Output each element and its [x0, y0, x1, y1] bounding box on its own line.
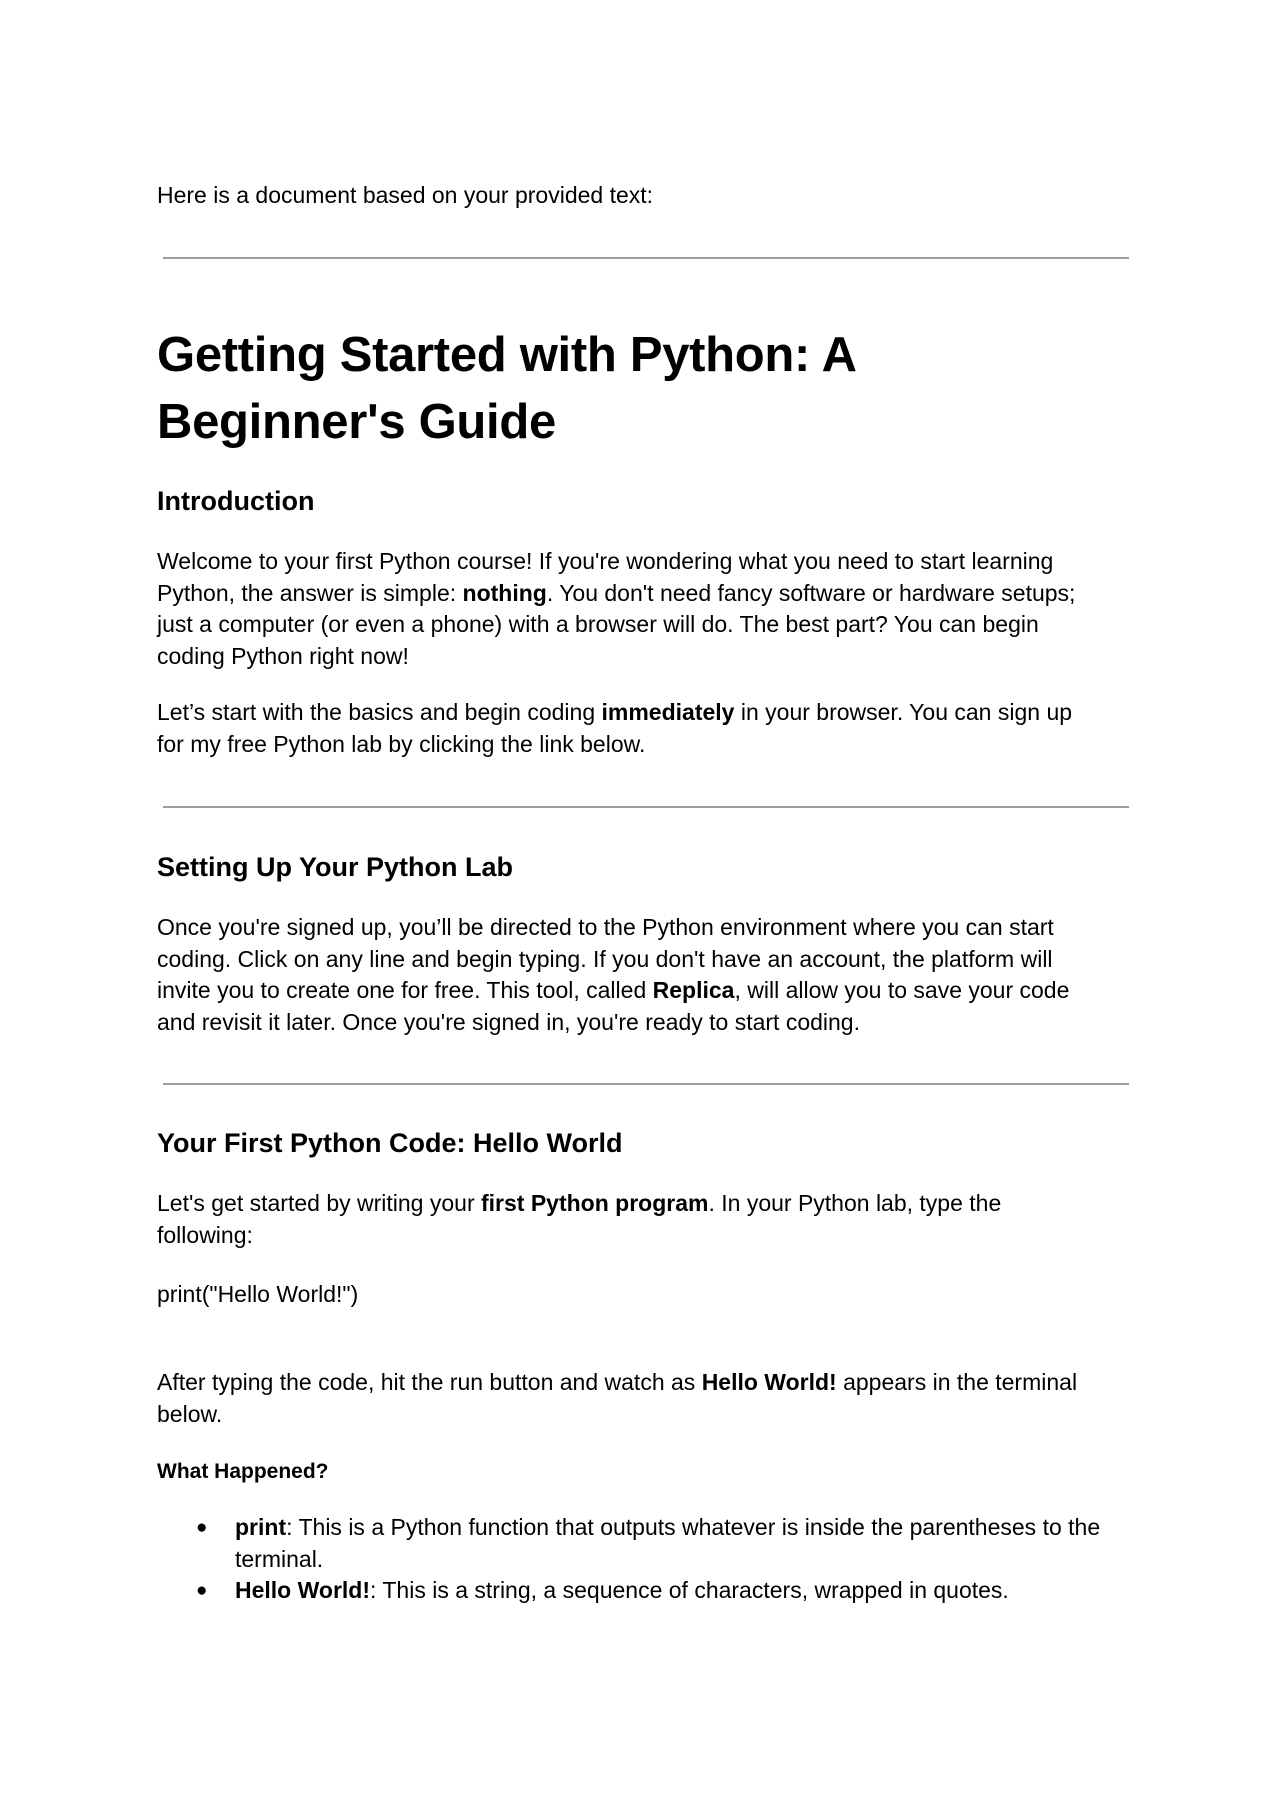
code-line: print("Hello World!"): [157, 1281, 359, 1307]
text-line: following:: [157, 1221, 253, 1248]
explanation-list: [157, 1512, 1137, 1607]
text-line: Once you're signed up, you’ll be directed to the Python environment where you can start: [157, 914, 1054, 940]
preamble-text: Here is a document based on your provided text:: [157, 182, 654, 208]
setup-paragraph: [157, 912, 1137, 1038]
emphasis-replica: Replica: [652, 977, 735, 1003]
text-line: below.: [157, 1400, 223, 1427]
emphasis-nothing: nothing: [462, 579, 547, 606]
text-line: invite you to create one for free. This tool, called Replica, will allow you to save your code: [157, 977, 1070, 1003]
introduction-paragraph-2: [157, 697, 1137, 760]
title-line-1: Getting Started with Python: A: [157, 328, 857, 382]
text-line: Let's get started by writing your first Python program. In your Python lab, type the: [157, 1190, 1002, 1216]
emphasis-first-program: first Python program: [481, 1190, 709, 1216]
title-line-2: Beginner's Guide: [157, 395, 556, 449]
text-line: Welcome to your first Python course! If you're wondering what you need to start learning: [157, 548, 1054, 574]
what-happened-heading: What Happened?: [157, 1460, 329, 1483]
text-line: After typing the code, hit the run button and watch as Hello World! appears in the terminal: [157, 1369, 1078, 1395]
introduction-heading: Introduction: [157, 486, 315, 516]
setup-heading: Setting Up Your Python Lab: [157, 852, 513, 882]
term-hello-world: Hello World!: [235, 1577, 371, 1603]
text-line: for my free Python lab by clicking the link below.: [157, 730, 646, 757]
document-title: [157, 322, 1057, 456]
term-print: print: [235, 1514, 287, 1540]
list-item: ● print: This is a Python function that outputs whatever is inside the parentheses to the terminal.: [157, 1512, 1137, 1575]
bullet-icon: ●: [196, 1580, 208, 1601]
introduction-paragraph-1: [157, 546, 1137, 672]
hello-paragraph-2: [157, 1367, 1137, 1430]
divider: [163, 806, 1129, 808]
divider: [163, 257, 1129, 259]
code-snippet: [157, 1279, 1137, 1311]
hello-world-heading: Your First Python Code: Hello World: [157, 1128, 623, 1158]
list-item: ● Hello World!: This is a string, a sequence of characters, wrapped in quotes.: [157, 1575, 1137, 1607]
bullet-icon: ●: [196, 1517, 208, 1538]
text-line: Let’s start with the basics and begin coding immediately in your browser. You can sign up: [157, 699, 1073, 725]
hello-paragraph-1: [157, 1188, 1137, 1251]
emphasis-hello-world: Hello World!: [701, 1369, 837, 1395]
text-line: terminal.: [235, 1545, 324, 1572]
text-line: and revisit it later. Once you're signed in, you're ready to start coding.: [157, 1008, 860, 1035]
text-line: Python, the answer is simple: nothing. You don't need fancy software or hardware setups;: [157, 579, 1076, 606]
emphasis-immediately: immediately: [601, 699, 735, 725]
text-line: just a computer (or even a phone) with a browser will do. The best part? You can begin: [157, 611, 1039, 637]
divider: [163, 1083, 1129, 1085]
text-line: coding Python right now!: [157, 642, 409, 669]
text-line: coding. Click on any line and begin typing. If you don't have an account, the platform will: [157, 945, 1053, 972]
